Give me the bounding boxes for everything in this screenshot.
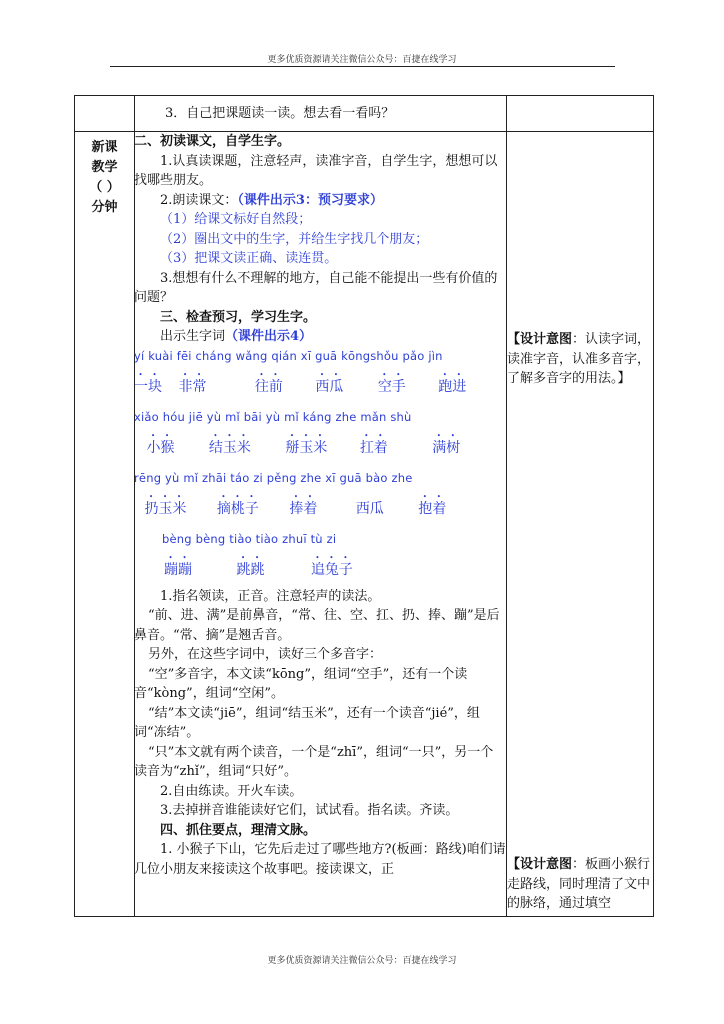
hanzi-word: 抱着 [418,500,447,517]
s3-paragraph-9: 3.去掉拼音谁能读好它们，试试看。指名读。齐读。 [160,803,459,818]
s2-paragraph-1: 1.认真读课题，注意轻声，读准字音，自学生字，想想可以找哪些朋友。 [134,153,498,188]
pinyin-line-3: rēng yù mǐ zhāi táo zi pěng zhe xī guā bào zhe [134,470,413,485]
s3-paragraph-1 [134,327,506,347]
hanzi-word: 扔玉米 [144,500,187,517]
hanzi-word: 追兔子 [310,561,353,578]
hanzi-word: 扛着 [359,439,388,456]
design-intent-1 [507,330,653,389]
s3-paragraph-7: “只”本文就有两个读音，一个是“zhī”，组词“一只”，另一个读音为“zhǐ”，组词“只好”。 [134,744,494,779]
s3-paragraph-3: “前、进、满”是前鼻音，“常、往、空、扛、扔、捧、蹦”是后鼻音。“常、摘”是翘舌音。 [134,608,500,643]
left-column-label [75,138,134,218]
left-line-1: 新课 [91,140,118,155]
s2-paragraph-3: 3.想想有什么不理解的地方，自己能不能提出一些有价值的问题？ [134,270,498,305]
design-intent-1-text: ：认读字词，读准字音，认准多音字，了解多音字的用法。】 [507,332,651,386]
s3-p1-text: 出示生字词 [160,329,226,344]
hanzi-word: 非常 [178,378,207,395]
s2-p2-text: 2.朗读课文： [160,192,238,208]
hanzi-word: 满树 [432,439,461,456]
s3-paragraph-5: “空”多音字，本文读“kōng”，组词“空手”，还有一个读音“kòng”，组词“空闲”。 [134,666,468,701]
hanzi-word: 西瓜 [355,500,384,517]
s2-list-3: （3）把课文读正确、读连贯。 [160,251,338,266]
hanzi-word: 跳跳 [236,561,265,578]
s3-paragraph-2: 1.指名领读，正音。注意轻声的读法。 [160,588,381,604]
page-footer: 更多优质资源请关注微信公众号：百捷在线学习 [267,956,457,966]
pinyin-line-1: yí kuài fēi cháng wǎng qián xī guā kōngshǒu pǎo jìn [134,348,443,363]
s3-paragraph-4: 另外，在这些字词中，读好三个多音字： [148,647,383,662]
section-3-title: 三、检查预习，学习生字。 [160,309,317,325]
hanzi-word: 小猴 [146,439,175,456]
s4-paragraph-1: 1. 小猴子下山，它先后走过了哪些地方?(板画：路线)咱们请几位小朋友来接读这个故事吧。接读课文，正 [134,842,506,877]
column-divider-right [506,96,507,916]
s3-paragraph-6: “结”本文读“jiē”，组词“结玉米”，还有一个读音“jié”，组词“冻结”。 [134,705,480,740]
hanzi-word: 西瓜 [315,378,344,395]
hanzi-word: 结玉米 [208,439,251,456]
hanzi-line-1 [134,371,506,398]
design-intent-2-text: ：板画小猴行走路线，同时理清了文中的脉络，通过填空 [507,857,651,911]
design-intent-1-label: 【设计意图 [507,332,573,347]
s3-paragraph-8: 2.自由练读。开火车读。 [160,783,303,799]
courseware-note-4: （课件出示4） [225,329,313,344]
lesson-table [74,95,654,917]
hanzi-word: 蹦蹦 [164,561,192,578]
hanzi-word: 摘桃子 [216,500,259,517]
hanzi-line-2 [134,432,506,459]
left-line-2: 教学 [91,160,118,175]
hanzi-word: 跑进 [438,378,467,395]
design-intent-2 [507,855,653,914]
left-line-3: （ ） [89,180,120,195]
s2-paragraph-2 [134,191,506,211]
hanzi-word: 一块 [134,378,162,395]
row1-text: 3．自己把课题读一读。想去看一看吗？ [165,106,395,121]
section-2-title: 二、初读课文，自学生字。 [134,134,291,149]
section-4-title: 四、抓住要点，理清文脉。 [160,822,317,838]
pinyin-line-2: xiǎo hóu jiē yù mǐ bāi yù mǐ káng zhe mǎn shù [134,409,412,424]
page-header: 更多优质资源请关注微信公众号：百捷在线学习 [267,55,457,65]
s2-list-1: （1）给课文标好自然段； [160,212,312,227]
s2-list-2: （2）圈出文中的生字，并给生字找几个朋友； [160,231,429,247]
design-intent-2-label: 【设计意图 [507,857,573,872]
header-rule [110,66,615,67]
hanzi-word: 空手 [377,378,406,395]
hanzi-line-3 [134,493,506,520]
pinyin-line-4: bèng bèng tiào tiào zhuī tù zi [162,531,337,546]
main-content [134,132,506,879]
courseware-note-3: （课件出示3：预习要求） [237,192,383,208]
hanzi-line-4 [134,554,506,581]
hanzi-word: 往前 [254,378,283,395]
left-line-4: 分钟 [91,200,118,215]
hanzi-word: 掰玉米 [285,439,328,456]
hanzi-word: 捧着 [289,500,318,517]
